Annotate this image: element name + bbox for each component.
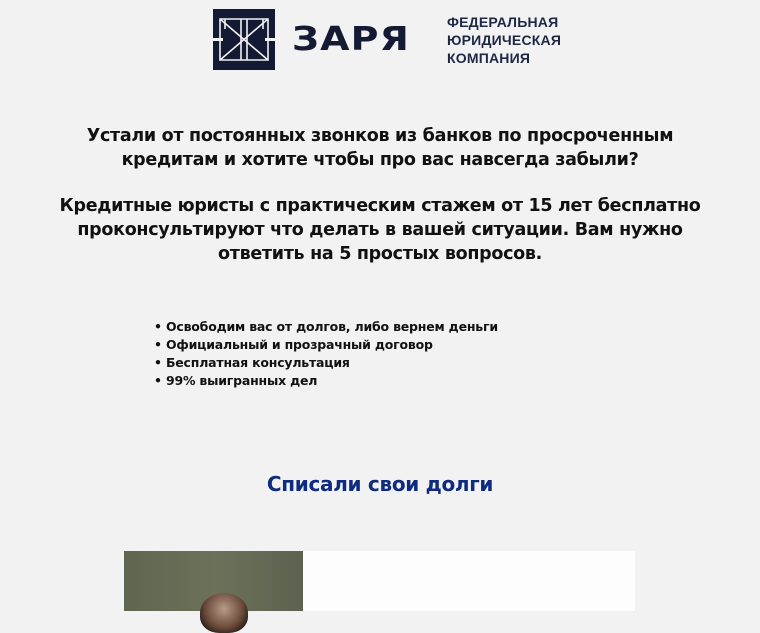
brand-tagline: [447, 13, 561, 67]
hero-question-line: кредитам и хотите чтобы про вас навсегда забыли?: [121, 150, 639, 170]
hero-question: [0, 124, 760, 172]
site-header: [213, 9, 562, 71]
benefit-item: • Официальный и прозрачный договор: [154, 336, 498, 354]
benefit-item: • 99% выигранных дел: [154, 372, 498, 390]
testimonial-card: [124, 551, 635, 611]
hero-offer-line: Кредитные юристы с практическим стажем от 15 лет бесплатно: [59, 196, 701, 216]
benefit-item: • Бесплатная консультация: [154, 354, 498, 372]
tagline-line: ФЕДЕРАЛЬНАЯ: [447, 14, 559, 30]
testimonials-title: Списали свои долги: [266, 472, 494, 496]
benefits-list: [154, 318, 498, 390]
brand-name[interactable]: ЗАРЯ: [292, 19, 410, 58]
tagline-line: КОМПАНИЯ: [447, 50, 531, 66]
client-photo: [124, 551, 303, 611]
hero-question-line: Устали от постоянных звонков из банков по просроченным: [86, 126, 674, 146]
hero-offer: [0, 194, 760, 266]
zarya-emblem-icon[interactable]: [213, 9, 275, 70]
tagline-line: ЮРИДИЧЕСКАЯ: [447, 32, 562, 48]
client-portrait: [200, 593, 248, 633]
benefit-item: • Освободим вас от долгов, либо вернем деньги: [154, 318, 498, 336]
hero-offer-line: проконсультируют что делать в вашей ситуации. Вам нужно: [77, 220, 683, 240]
hero-offer-line: ответить на 5 простых вопросов.: [218, 244, 542, 264]
